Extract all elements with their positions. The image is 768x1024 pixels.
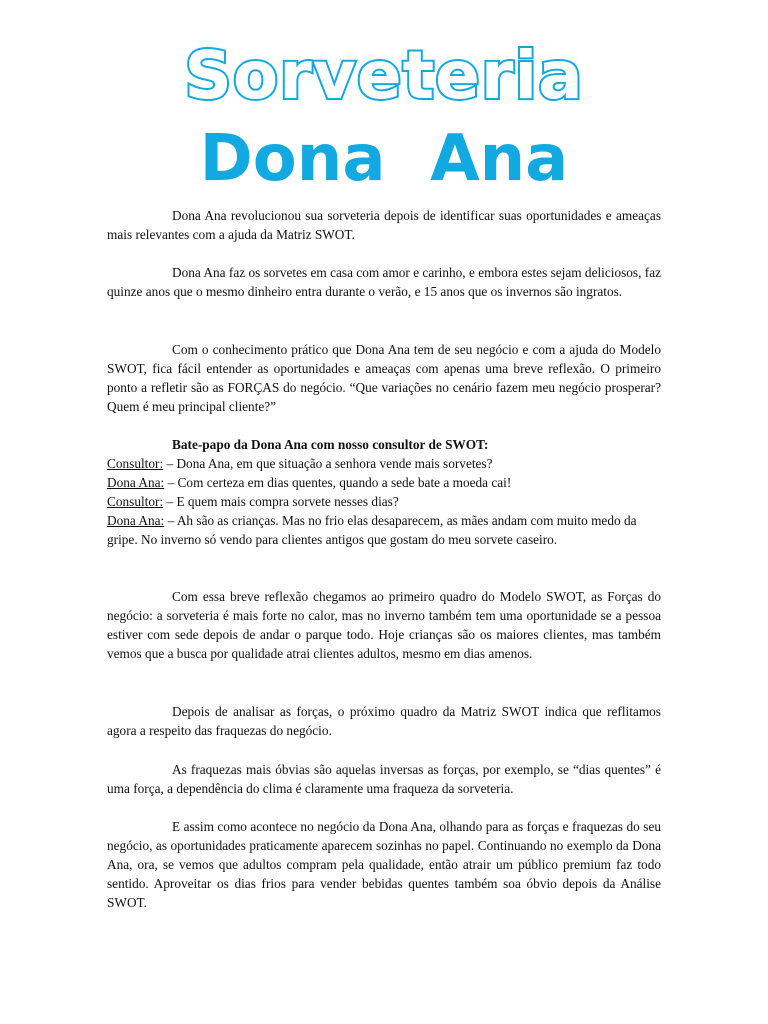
chat-speaker: Consultor: bbox=[107, 456, 164, 471]
chat-line bbox=[107, 492, 661, 511]
chat-speaker: Dona Ana: bbox=[107, 513, 165, 528]
paragraph-conhecimento: Com o conhecimento prático que Dona Ana tem de seu negócio e com a ajuda do Modelo SWOT, fica fácil entender as oportunidades e ameaças com apenas uma breve reflexão. O primeiro ponto a refletir são as FORÇAS do negócio. “Que variações no cenário fazem meu negócio prosperar? Quem é meu principal cliente?” bbox=[107, 342, 661, 414]
chat-text: – Dona Ana, em que situação a senhora vende mais sorvetes? bbox=[163, 456, 493, 471]
chat-speaker: Dona Ana: bbox=[107, 475, 165, 490]
chat-section bbox=[107, 435, 661, 549]
paragraph-sorvetes: Dona Ana faz os sorvetes em casa com amor e carinho, e embora estes sejam deliciosos, faz quinze anos que o mesmo dinheiro entra durante o verão, e 15 anos que os invernos são ingratos. bbox=[107, 265, 661, 299]
chat-line bbox=[107, 473, 661, 492]
chat-speaker: Consultor: bbox=[107, 494, 164, 509]
chat-text: – Ah são as crianças. Mas no frio elas desaparecem, as mães andam com muito medo da gripe. No inverno só vendo para clientes antigos que gostam do meu sorvete caseiro. bbox=[107, 513, 637, 547]
chat-title: Bate-papo da Dona Ana com nosso consultor de SWOT: bbox=[172, 437, 489, 452]
chat-line bbox=[107, 454, 661, 473]
logo bbox=[0, 40, 768, 190]
paragraph-forcas: Com essa breve reflexão chegamos ao primeiro quadro do Modelo SWOT, as Forças do negócio: a sorveteria é mais forte no calor, mas no inverno também tem uma oportunidade se a pessoa estiver com sede depois de andar o parque todo. Hoje crianças são os maiores clientes, mas também vemos que a busca por qualidade atrai clientes adultos, mesmo em dias amenos. bbox=[107, 589, 661, 661]
paragraph-fraquezas-intro: Depois de analisar as forças, o próximo quadro da Matriz SWOT indica que reflitamos agora a respeito das fraquezas do negócio. bbox=[107, 704, 661, 738]
logo-title-sorveteria: Sorveteria bbox=[184, 40, 584, 114]
paragraph-intro: Dona Ana revolucionou sua sorveteria depois de identificar suas oportunidades e ameaças mais relevantes com a ajuda da Matriz SWOT. bbox=[107, 208, 661, 242]
chat-text: – Com certeza em dias quentes, quando a sede bate a moeda cai! bbox=[164, 475, 512, 490]
paragraph-fraquezas: As fraquezas mais óbvias são aquelas inversas as forças, por exemplo, se “dias quentes” é uma força, a dependência do clima é claramente uma fraqueza da sorveteria. bbox=[107, 762, 661, 796]
chat-line bbox=[107, 511, 661, 549]
paragraph-oportunidades: E assim como acontece no negócio da Dona Ana, olhando para as forças e fraquezas do seu negócio, as oportunidades praticamente aparecem sozinhas no papel. Continuando no exemplo da Dona Ana, ora, se vemos que adultos compram pela qualidade, então atrair um público premium faz todo sentido. Aproveitar os dias frios para vender bebidas quentes também soa óbvio depois da Análise SWOT. bbox=[107, 819, 661, 910]
logo-title-dona-ana: Dona Ana bbox=[199, 122, 569, 190]
chat-text: – E quem mais compra sorvete nesses dias? bbox=[163, 494, 399, 509]
